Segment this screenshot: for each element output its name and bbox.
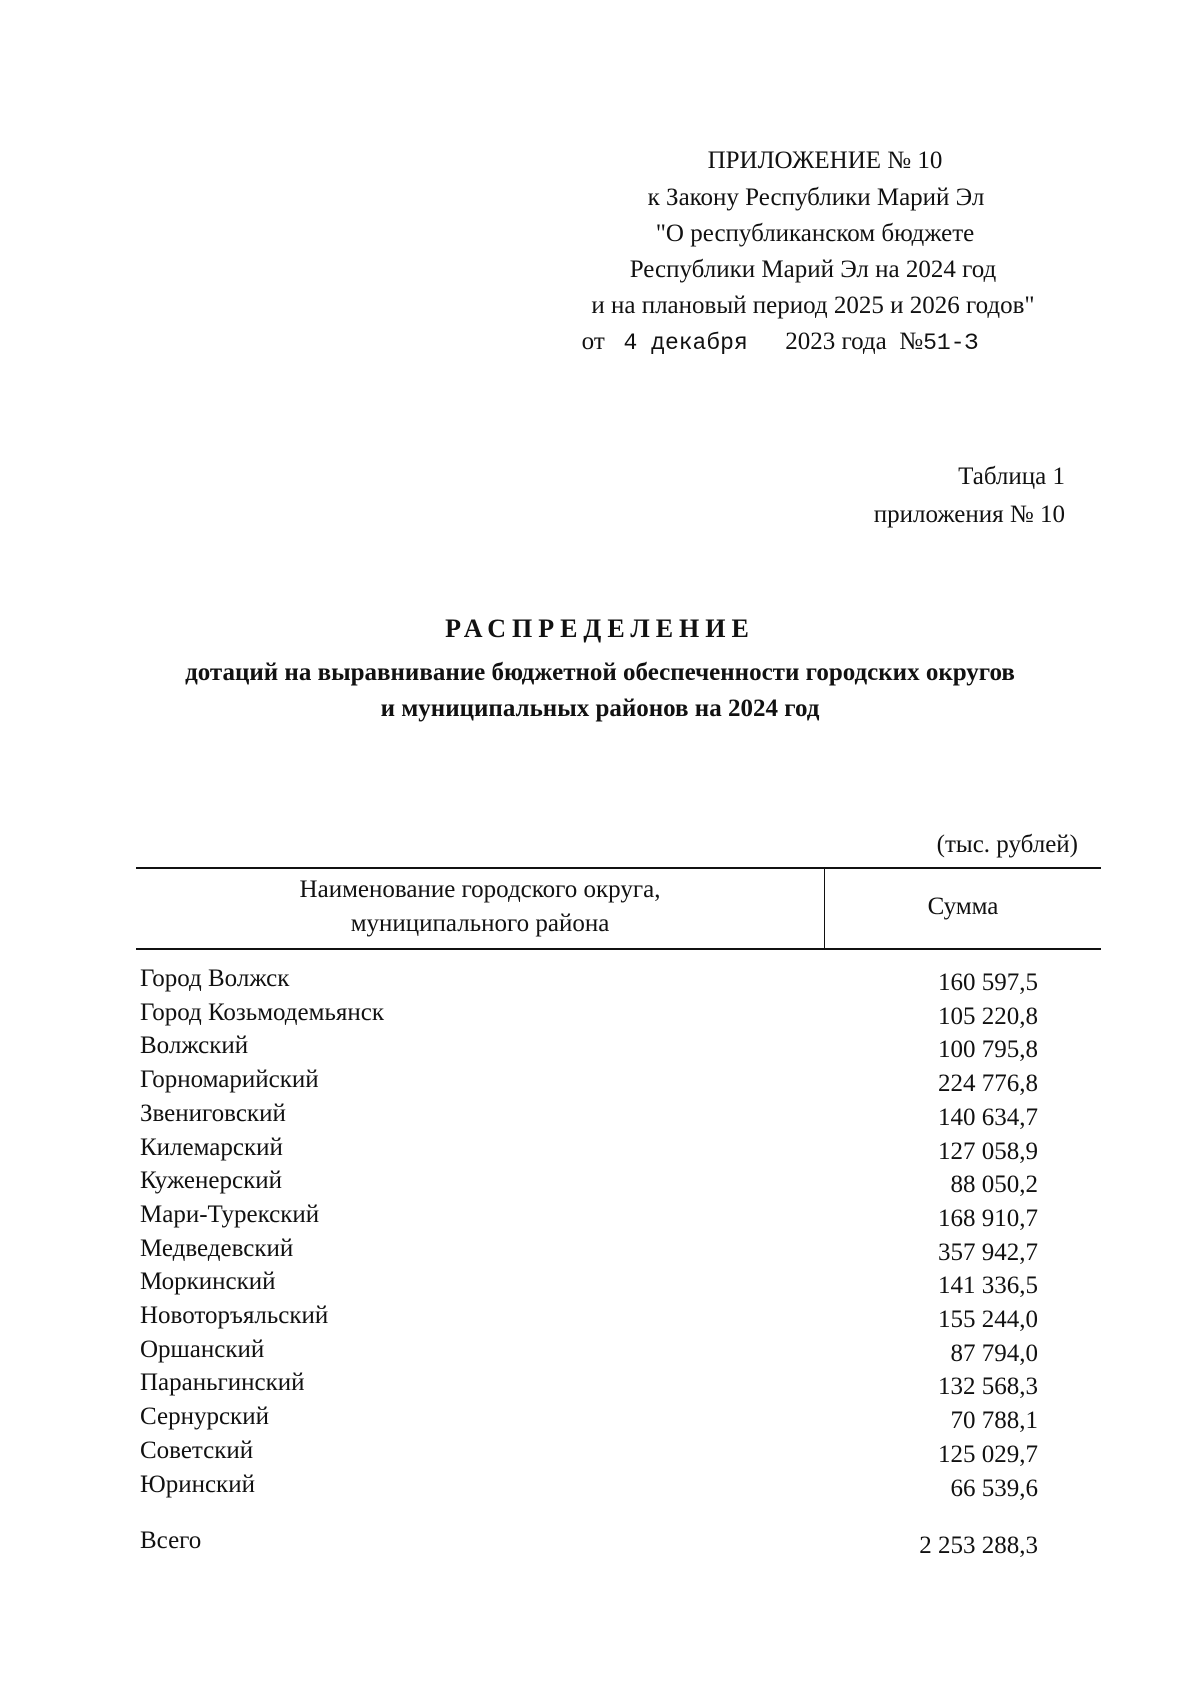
law-title-line-3: и на плановый период 2025 и 2026 годов" [591, 292, 1035, 319]
column-header-name-line-1: Наименование городского округа, [299, 876, 661, 903]
table-row [140, 1232, 1038, 1266]
table-row [140, 1468, 1038, 1502]
district-name: Килемарский [140, 1133, 283, 1161]
district-name: Медведевский [140, 1234, 294, 1262]
district-amount: 357 942,7 [938, 1238, 1038, 1266]
table-row [140, 1434, 1038, 1468]
district-name: Город Козьмодемьянск [140, 998, 384, 1026]
table-row [140, 1131, 1038, 1165]
district-amount: 125 029,7 [938, 1440, 1038, 1468]
law-number: 51-З [923, 330, 979, 356]
table-row [140, 1198, 1038, 1232]
district-amount: 127 058,9 [938, 1137, 1038, 1165]
district-amount: 70 788,1 [950, 1407, 1038, 1435]
district-name: Волжский [140, 1032, 249, 1060]
law-title-line-2: Республики Марий Эл на 2024 год [629, 256, 997, 283]
table-row [140, 1333, 1038, 1367]
district-name: Советский [140, 1436, 254, 1464]
date-day-month: 4 декабря [623, 330, 748, 356]
district-amount: 140 634,7 [938, 1103, 1038, 1131]
table-header-separator [824, 869, 825, 949]
column-header-name-line-2: муниципального района [350, 910, 610, 937]
district-amount: 105 220,8 [938, 1002, 1038, 1030]
district-amount: 88 050,2 [950, 1171, 1038, 1199]
table-row [140, 962, 1038, 996]
district-name: Новоторъяльский [140, 1302, 329, 1329]
district-name: Горномарийский [140, 1066, 319, 1094]
table-row [140, 1299, 1038, 1333]
district-amount: 87 794,0 [950, 1339, 1038, 1367]
table-row [140, 996, 1038, 1030]
table-row [140, 1164, 1038, 1198]
table-row [140, 1265, 1038, 1299]
law-reference: к Закону Республики Марий Эл [647, 184, 985, 211]
column-header-name [136, 873, 824, 941]
units-label: (тыс. рублей) [936, 831, 1078, 858]
table-row [140, 1400, 1038, 1434]
date-year: 2023 года [785, 328, 887, 355]
district-amount: 224 776,8 [938, 1070, 1038, 1098]
district-amount: 160 597,5 [938, 969, 1038, 996]
date-prefix: от [581, 328, 605, 355]
total-row [140, 1524, 1038, 1558]
table-row [140, 1063, 1038, 1097]
district-name: Моркинский [140, 1268, 276, 1296]
table-row [140, 1366, 1038, 1400]
law-date-number [180, 327, 1200, 358]
law-title-line-1: "О республиканском бюджете [655, 220, 975, 247]
district-name: Мари-Турекский [140, 1200, 320, 1228]
table-row [140, 1097, 1038, 1131]
district-name: Юринский [140, 1470, 255, 1498]
district-name: Город Волжск [140, 965, 290, 992]
column-header-sum: Сумма [927, 893, 999, 920]
district-name: Куженерский [140, 1167, 282, 1195]
district-amount: 132 568,3 [938, 1373, 1038, 1401]
total-label: Всего [140, 1527, 202, 1554]
table-row [140, 1029, 1038, 1063]
table-top-rule [136, 867, 1101, 869]
district-amount: 141 336,5 [938, 1272, 1038, 1300]
district-amount: 155 244,0 [938, 1306, 1038, 1333]
document-subtitle-line-1: дотаций на выравнивание бюджетной обеспеченности городских округов [185, 659, 1015, 686]
district-name: Сернурский [140, 1403, 269, 1431]
district-name: Оршанский [140, 1335, 265, 1363]
document-subtitle-line-2: и муниципальных районов на 2024 год [380, 695, 820, 722]
table-reference-line-2: приложения № 10 [873, 501, 1065, 528]
district-amount: 100 795,8 [938, 1036, 1038, 1064]
total-value: 2 253 288,3 [919, 1532, 1038, 1559]
district-amount: 66 539,6 [950, 1474, 1038, 1502]
table-reference-line-1: Таблица 1 [958, 463, 1065, 490]
district-amount: 168 910,7 [938, 1204, 1038, 1232]
table-header-bottom-rule [136, 948, 1101, 950]
district-name: Параньгинский [140, 1369, 305, 1397]
number-prefix: № [899, 328, 924, 355]
appendix-title: ПРИЛОЖЕНИЕ № 10 [707, 147, 943, 174]
document-title: РАСПРЕДЕЛЕНИЕ [445, 614, 755, 643]
district-name: Звениговский [140, 1099, 286, 1127]
